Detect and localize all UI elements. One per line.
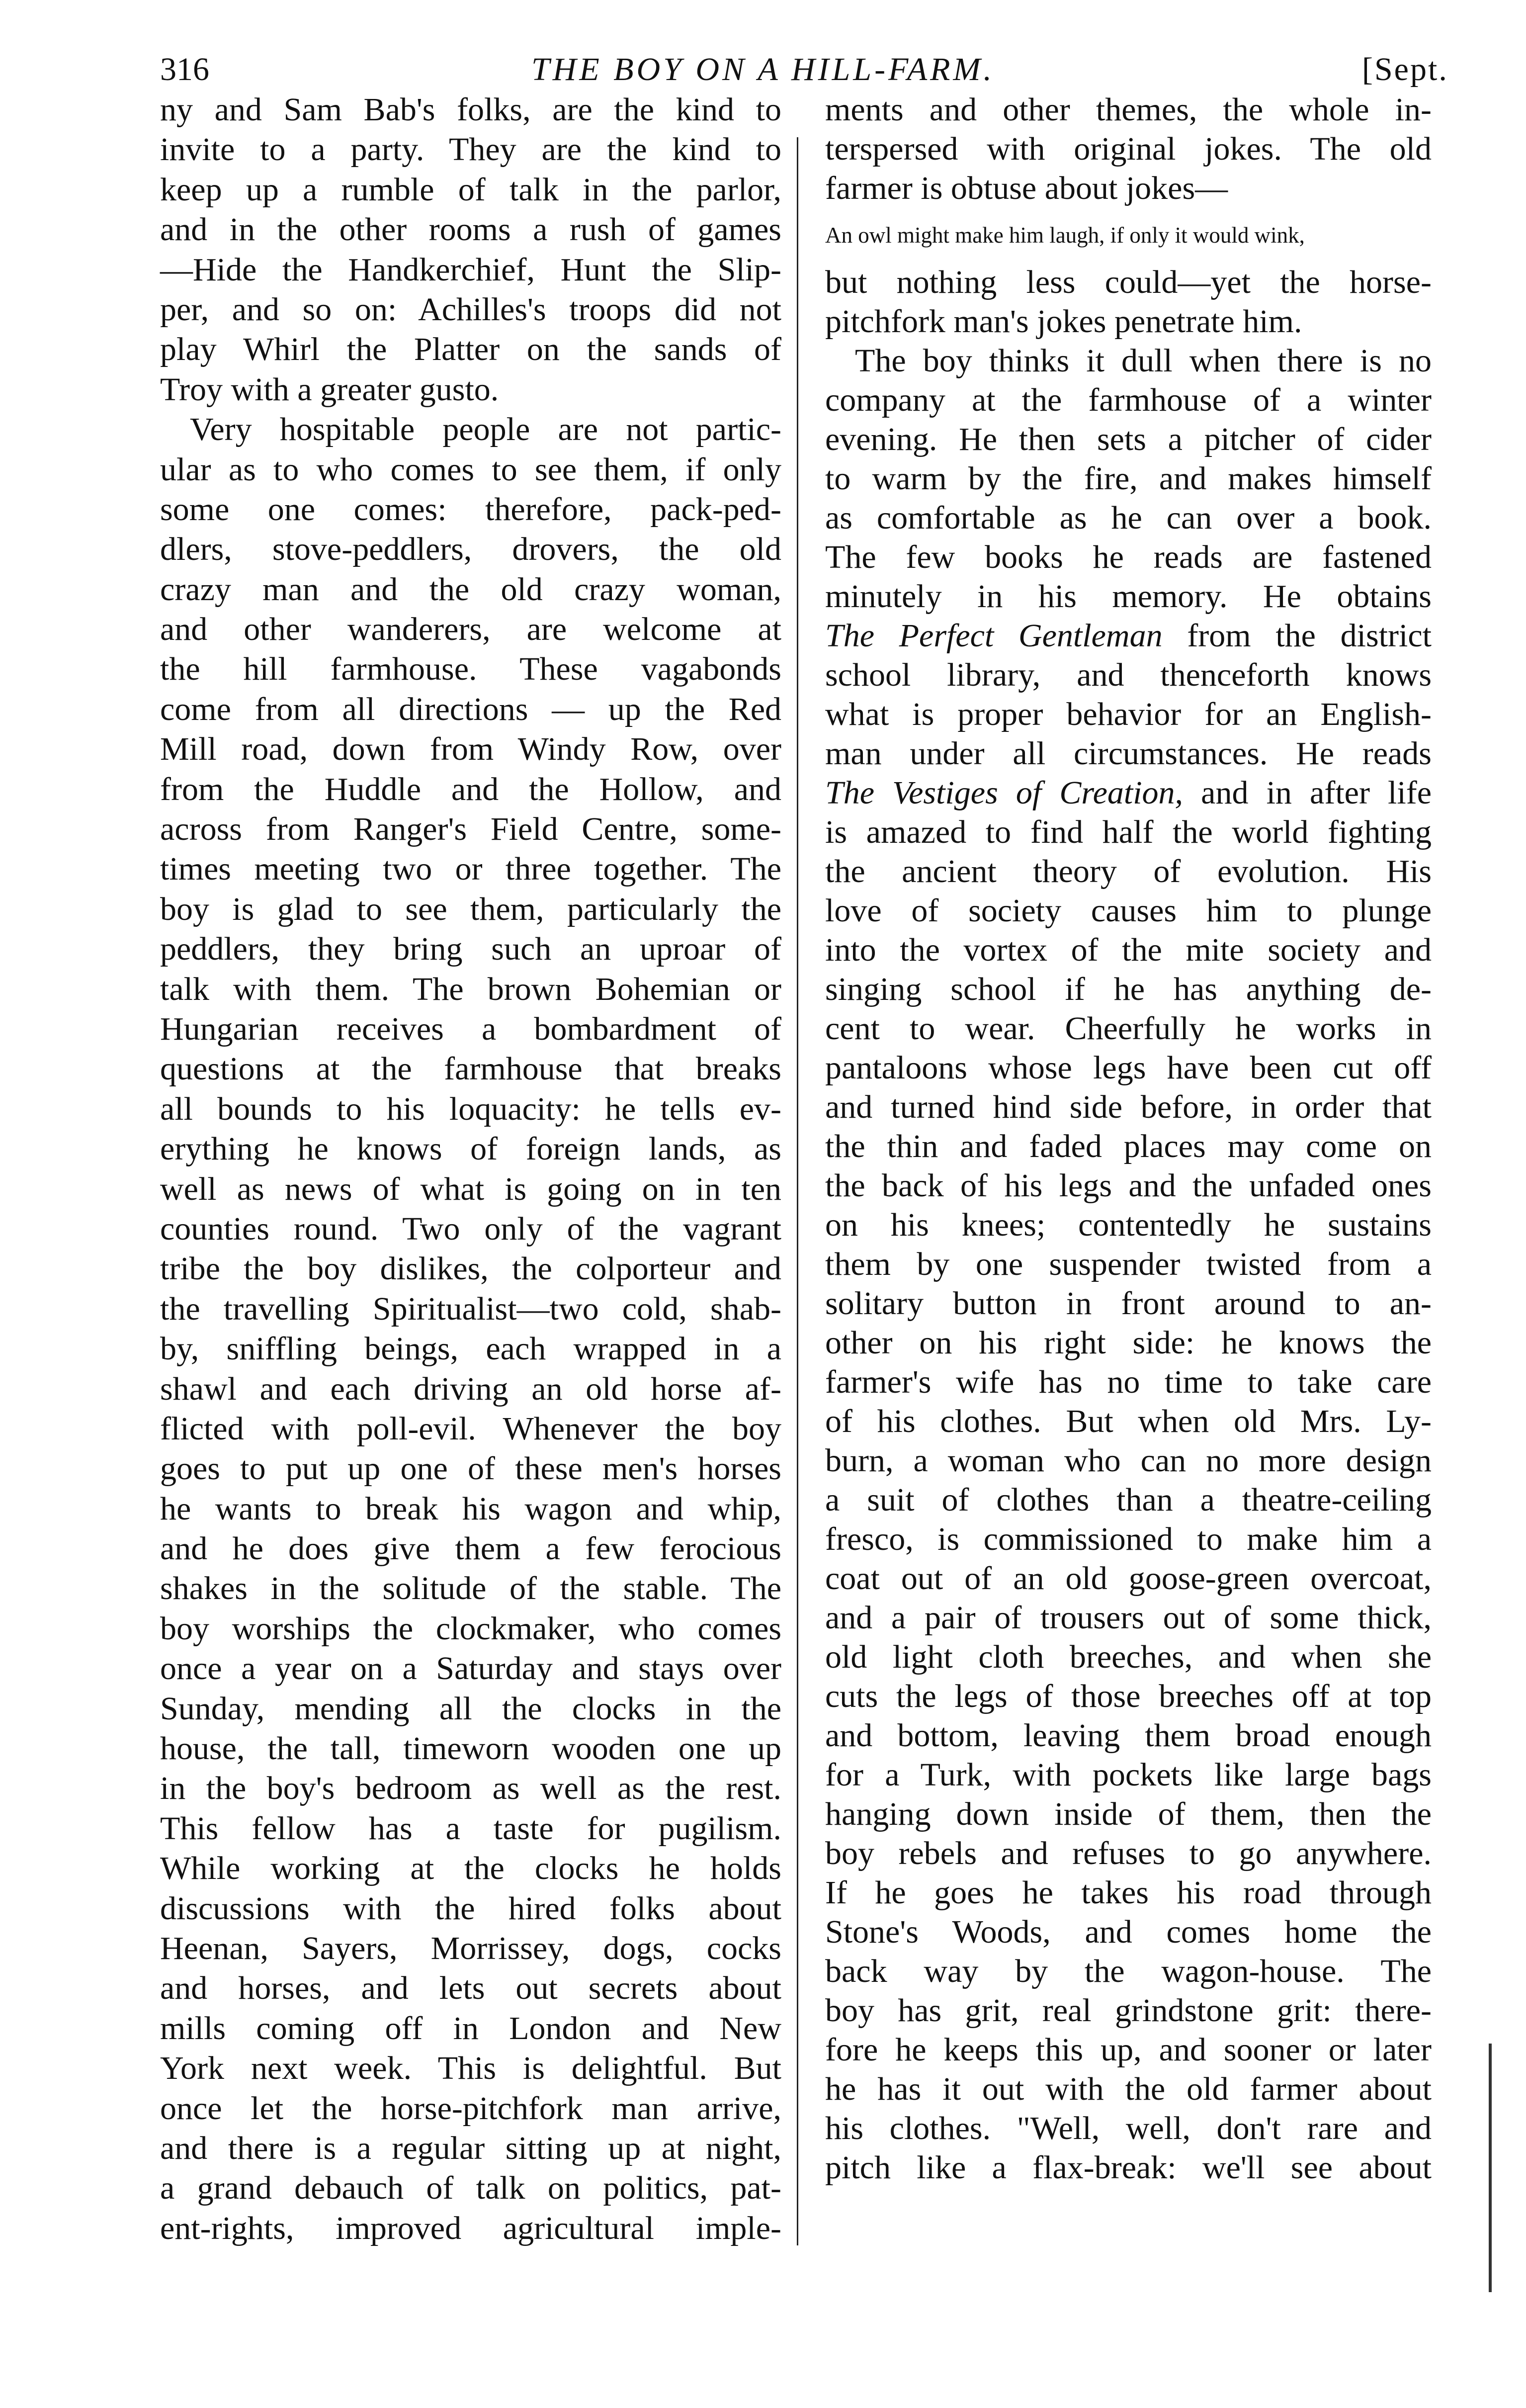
text-line: a grand debauch of talk on politics, pat- <box>160 2170 781 2207</box>
text-line: pitchfork man's jokes penetrate him. <box>825 303 1302 340</box>
page-number: 316 <box>160 51 209 88</box>
text-line: back way by the wagon-house. The <box>825 1953 1432 1989</box>
text-line: love of society causes him to plunge <box>825 892 1432 929</box>
text-line: This fellow has a taste for pugilism. <box>160 1810 781 1847</box>
text-line: as comfortable as he can over a book. <box>825 500 1432 536</box>
text-line: fresco, is commissioned to make him a <box>825 1521 1432 1557</box>
text-line: and other wanderers, are welcome at <box>160 611 781 648</box>
text-line: burn, a woman who can no more design <box>825 1442 1432 1479</box>
text-line: boy worships the clockmaker, who comes <box>160 1610 781 1647</box>
text-line: dlers, stove-peddlers, drovers, the old <box>160 531 781 568</box>
text-line: crazy man and the old crazy woman, <box>160 571 781 608</box>
text-line: by, sniffling beings, each wrapped in a <box>160 1331 781 1367</box>
text-line: but nothing less could—yet the horse- <box>825 264 1432 300</box>
text-line: and horses, and lets out secrets about <box>160 1970 781 2007</box>
text-line: peddlers, they bring such an uproar of <box>160 931 781 968</box>
text-line: come from all directions — up the Red <box>160 691 781 727</box>
text-line: tribe the boy dislikes, the colporteur and <box>160 1250 781 1287</box>
text-line: pantaloons whose legs have been cut off <box>825 1050 1432 1086</box>
text-line: the hill farmhouse. These vagabonds <box>160 651 781 688</box>
left-column <box>160 90 781 2248</box>
text-line: some one comes: therefore, pack-ped- <box>160 491 781 528</box>
text-line: flicted with poll-evil. Whenever the boy <box>160 1410 781 1447</box>
text-line: boy has grit, real grindstone grit: there- <box>825 1992 1432 2029</box>
text-line: well as news of what is going on in ten <box>160 1170 781 1207</box>
text-line <box>825 773 1432 812</box>
text-line: shawl and each driving an old horse af- <box>160 1370 781 1407</box>
text-line: into the vortex of the mite society and <box>825 932 1432 968</box>
text-line: talk with them. The brown Bohemian or <box>160 971 781 1007</box>
text-line: farmer's wife has no time to take care <box>825 1364 1432 1400</box>
right-column-body <box>825 263 1432 2187</box>
text-line: and a pair of trousers out of some thick, <box>825 1600 1432 1636</box>
text-line: shakes in the solitude of the stable. The <box>160 1570 781 1607</box>
text-line: the ancient theory of evolution. His <box>825 853 1432 890</box>
text-line: what is proper behavior for an English- <box>825 696 1432 732</box>
line-text: from the district <box>1162 618 1432 654</box>
text-line: —Hide the Handkerchief, Hunt the Slip- <box>160 251 781 288</box>
text-line: minutely in his memory. He obtains <box>825 578 1432 615</box>
text-line: for a Turk, with pockets like large bags <box>825 1757 1432 1793</box>
text-line: discussions with the hired folks about <box>160 1890 781 1927</box>
text-line: and in the other rooms a rush of games <box>160 211 781 248</box>
line-text: and in after life <box>1183 775 1432 811</box>
text-line: ent-rights, improved agricultural imple- <box>160 2210 781 2246</box>
text-line: solitary button in front around to an- <box>825 1285 1432 1322</box>
text-line: The boy thinks it dull when there is no <box>855 343 1432 379</box>
text-line: goes to put up one of these men's horses <box>160 1450 781 1487</box>
text-line: to warm by the fire, and makes himself <box>825 460 1432 497</box>
text-line: across from Ranger's Field Centre, some- <box>160 811 781 848</box>
book-title: The Vestiges of Creation, <box>825 775 1184 811</box>
text-line: The few books he reads are fastened <box>825 539 1432 575</box>
verse-quote: An owl might make him laugh, if only it would wink, <box>825 223 1305 248</box>
text-line: singing school if he has anything de- <box>825 971 1432 1007</box>
text-line: While working at the clocks he holds <box>160 1850 781 1887</box>
text-line: them by one suspender twisted from a <box>825 1246 1432 1282</box>
text-line: evening. He then sets a pitcher of cider <box>825 421 1432 457</box>
text-line: company at the farmhouse of a winter <box>825 382 1432 418</box>
text-line: ular as to who comes to see them, if only <box>160 451 781 488</box>
text-line: If he goes he takes his road through <box>825 1874 1432 1911</box>
text-line: and there is a regular sitting up at night, <box>160 2130 781 2166</box>
text-line: on his knees; contentedly he sustains <box>825 1207 1432 1243</box>
text-line: Sunday, mending all the clocks in the <box>160 1690 781 1727</box>
text-line: and turned hind side before, in order that <box>825 1089 1432 1125</box>
text-line: from the Huddle and the Hollow, and <box>160 771 781 807</box>
text-line: a suit of clothes than a theatre-ceiling <box>825 1482 1432 1518</box>
text-line: the travelling Spiritualist—two cold, shab- <box>160 1290 781 1327</box>
text-line: play Whirl the Platter on the sands of <box>160 331 781 368</box>
text-line: per, and so on: Achilles's troops did not <box>160 291 781 328</box>
text-line: keep up a rumble of talk in the parlor, <box>160 171 781 208</box>
text-line: erything he knows of foreign lands, as <box>160 1131 781 1167</box>
text-line: all bounds to his loquacity: he tells ev- <box>160 1090 781 1127</box>
text-line: questions at the farmhouse that breaks <box>160 1051 781 1087</box>
text-line: mills coming off in London and New <box>160 2010 781 2047</box>
text-line: house, the tall, timeworn wooden one up <box>160 1730 781 1767</box>
text-line: other on his right side: he knows the <box>825 1325 1432 1361</box>
text-line: coat out of an old goose-green overcoat, <box>825 1560 1432 1597</box>
text-line: of his clothes. But when old Mrs. Ly- <box>825 1403 1432 1439</box>
right-column <box>825 90 1432 2187</box>
text-line: cuts the legs of those breeches off at top <box>825 1678 1432 1714</box>
text-line: boy is glad to see them, particularly the <box>160 891 781 927</box>
text-line: and bottom, leaving them broad enough <box>825 1717 1432 1754</box>
text-line: invite to a party. They are the kind to <box>160 131 781 168</box>
text-line: York next week. This is delightful. But <box>160 2050 781 2087</box>
text-line: ments and other themes, the whole in- <box>825 91 1432 128</box>
text-line: cent to wear. Cheerfully he works in <box>825 1010 1432 1047</box>
text-line: pitch like a flax-break: we'll see about <box>825 2149 1432 2186</box>
text-line: ny and Sam Bab's folks, are the kind to <box>160 91 781 128</box>
scan-edge-mark <box>1489 2044 1492 2292</box>
text-line <box>825 616 1432 655</box>
text-line: Very hospitable people are not partic- <box>190 411 781 448</box>
text-line: in the boy's bedroom as well as the rest. <box>160 1770 781 1807</box>
text-line: and he does give them a few ferocious <box>160 1530 781 1567</box>
text-line: Troy with a greater gusto. <box>160 371 499 408</box>
text-line: he has it out with the old farmer about <box>825 2071 1432 2107</box>
text-line: school library, and thenceforth knows <box>825 657 1432 693</box>
text-line: Hungarian receives a bombardment of <box>160 1010 781 1047</box>
text-line: is amazed to find half the world fighting <box>825 814 1432 850</box>
text-line: times meeting two or three together. The <box>160 851 781 888</box>
text-line: Heenan, Sayers, Morrissey, dogs, cocks <box>160 1930 781 1966</box>
text-line: once a year on a Saturday and stays over <box>160 1650 781 1687</box>
text-line: the thin and faded places may come on <box>825 1128 1432 1164</box>
running-title: THE BOY ON A HILL-FARM. <box>531 51 995 88</box>
text-line: fore he keeps this up, and sooner or later <box>825 2032 1432 2068</box>
book-title: The Perfect Gentleman <box>825 618 1163 654</box>
text-line: boy rebels and refuses to go anywhere. <box>825 1835 1432 1872</box>
text-line: the back of his legs and the unfaded ones <box>825 1167 1432 1204</box>
text-line: man under all circumstances. He reads <box>825 735 1432 772</box>
text-line: farmer is obtuse about jokes— <box>825 170 1228 206</box>
text-line: once let the horse-pitchfork man arrive, <box>160 2090 781 2127</box>
text-line: Stone's Woods, and comes home the <box>825 1914 1432 1950</box>
text-line: his clothes. "Well, well, don't rare and <box>825 2110 1432 2146</box>
text-line: he wants to break his wagon and whip, <box>160 1490 781 1527</box>
text-line: old light cloth breeches, and when she <box>825 1639 1432 1675</box>
text-line: terspersed with original jokes. The old <box>825 131 1432 167</box>
text-line: hanging down inside of them, then the <box>825 1796 1432 1832</box>
text-line: Mill road, down from Windy Row, over <box>160 731 781 768</box>
text-line: counties round. Two only of the vagrant <box>160 1210 781 1247</box>
column-divider <box>797 137 798 2245</box>
running-month: [Sept. <box>1362 51 1448 88</box>
right-column-top <box>825 90 1432 208</box>
